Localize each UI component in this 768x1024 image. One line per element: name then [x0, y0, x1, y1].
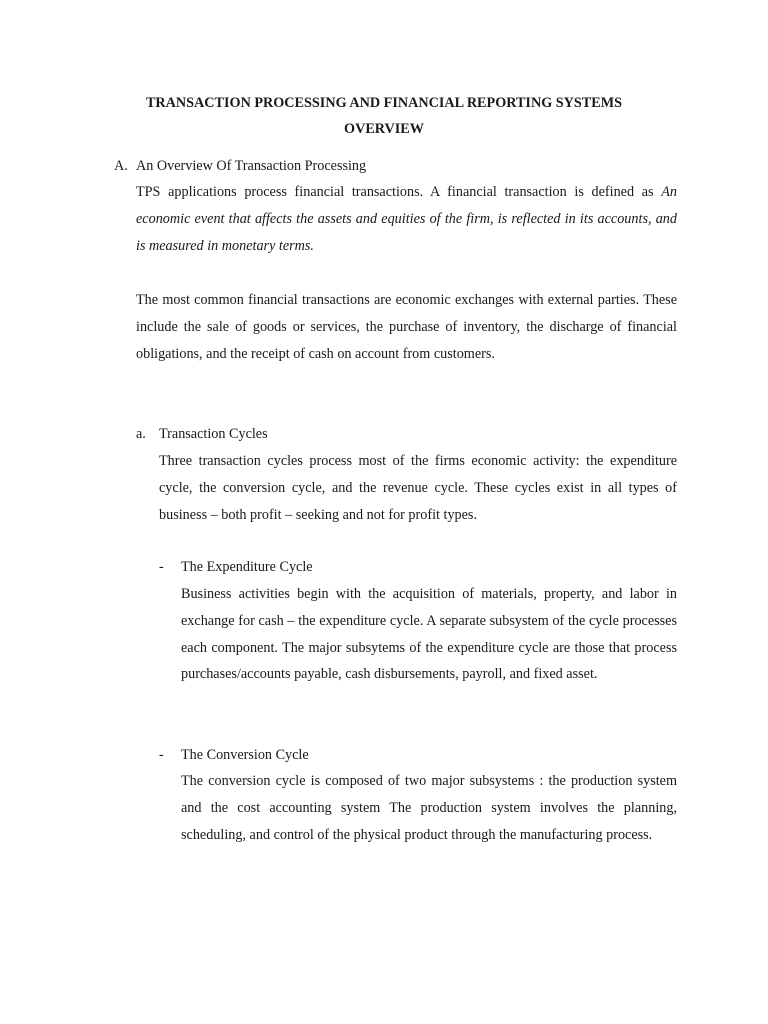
expenditure-cycle-bullet: -	[159, 559, 164, 575]
subsection-a-paragraph: Three transaction cycles process most of the firms economic activity: the expenditure cycle, the conversion cycle, and the revenue cycle. These cycles exist in all types of business – both profit – seeking and not for profit types.	[159, 453, 677, 523]
section-a-paragraph-1	[136, 179, 677, 259]
expenditure-cycle-paragraph: Business activities begin with the acquisition of materials, property, and labor in exchange for cash – the expenditure cycle. A separate subsystem of the cycle processes each component. The major subsytems of the expenditure cycle are those that process purchases/accounts payable, cash disbursements, payroll, and fixed asset.	[181, 586, 677, 683]
document-title	[110, 90, 658, 142]
title-line-2: OVERVIEW	[344, 121, 424, 137]
conversion-cycle-heading: The Conversion Cycle	[181, 747, 309, 763]
expenditure-cycle-heading: The Expenditure Cycle	[181, 559, 313, 575]
subsection-a-marker: a.	[136, 426, 146, 442]
section-a-paragraph-2: The most common financial transactions are economic exchanges with external parties. These include the sale of goods or services, the purchase of inventory, the discharge of financial obligations, and the receipt of cash on account from customers.	[136, 292, 677, 362]
paragraph-plain-text: TPS applications process financial transactions. A financial transaction is defined as	[136, 184, 662, 200]
conversion-cycle-bullet: -	[159, 747, 164, 763]
conversion-cycle-paragraph: The conversion cycle is composed of two major subsystems : the production system and the cost accounting system The production system involves the planning, scheduling, and control of the physical product through the manufacturing process.	[181, 773, 677, 843]
section-a-heading: An Overview Of Transaction Processing	[136, 158, 367, 174]
definition-italic-text: An economic event that affects the assets and equities of the firm, is reflected in its accounts, and is measured in monetary terms.	[136, 184, 677, 254]
section-a-marker: A.	[114, 158, 128, 174]
subsection-a-heading: Transaction Cycles	[159, 426, 268, 442]
title-line-1: TRANSACTION PROCESSING AND FINANCIAL REPORTING SYSTEMS	[145, 95, 623, 111]
